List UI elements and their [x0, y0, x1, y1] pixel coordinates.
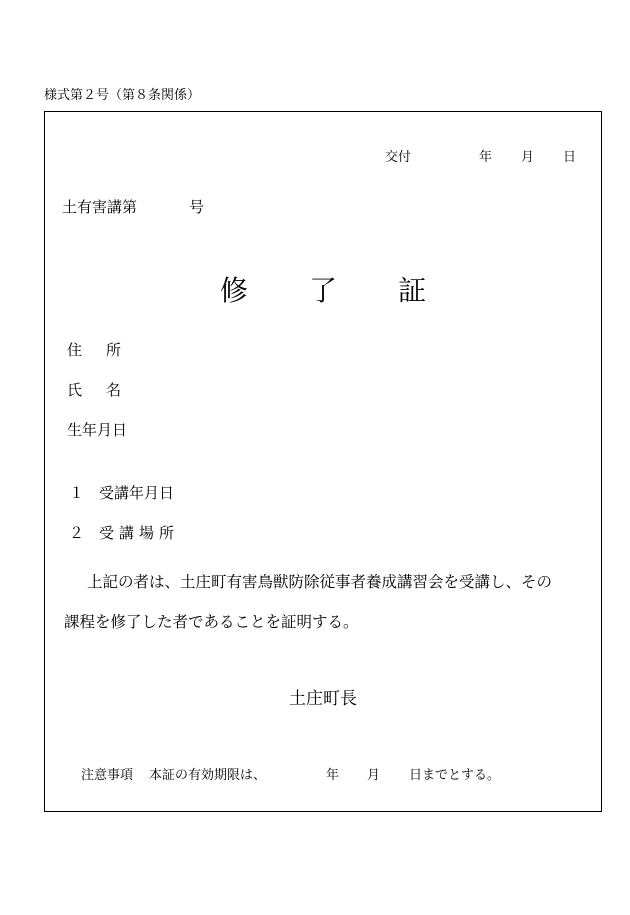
issue-month-label: 月 — [521, 150, 535, 165]
certificate-number-prefix: 土有害講第 — [62, 198, 138, 216]
title-char: 修 — [219, 274, 248, 307]
note-text: 本証の有効期限は、 — [149, 768, 267, 783]
form-number: 様式第２号（第８条関係） — [44, 88, 201, 103]
item-number: １ — [69, 484, 85, 502]
certificate-frame — [44, 111, 602, 812]
birthday-label: 生年月日 — [67, 421, 128, 439]
note-suffix: 日までとする。 — [409, 768, 501, 783]
title-char: 了 — [308, 274, 337, 307]
item-number: ２ — [69, 524, 85, 542]
note-year-label: 年 — [326, 768, 340, 783]
issue-date-label: 交付 — [385, 150, 412, 165]
issue-year-label: 年 — [479, 150, 493, 165]
certificate-title — [45, 269, 601, 309]
note-month-label: 月 — [367, 768, 381, 783]
certification-statement — [64, 562, 584, 642]
name-label: 氏名 — [67, 381, 146, 399]
statement-line-2: 課程を修了した者であることを証明する。 — [64, 613, 359, 631]
issuer-name: 土庄町長 — [289, 689, 357, 709]
course-venue-item — [69, 522, 179, 543]
address-label: 住所 — [67, 341, 146, 359]
course-date-item — [69, 482, 174, 503]
note-label: 注意事項 — [81, 768, 134, 783]
course-date-label: 受講年月日 — [99, 484, 175, 502]
certificate-number-suffix: 号 — [189, 198, 205, 216]
title-char: 証 — [398, 274, 427, 307]
issue-day-label: 日 — [563, 150, 577, 165]
course-venue-label: 受講場所 — [99, 524, 180, 542]
statement-line-1: 上記の者は、土庄町有害鳥獣防除従事者養成講習会を受講し、その — [87, 573, 553, 591]
